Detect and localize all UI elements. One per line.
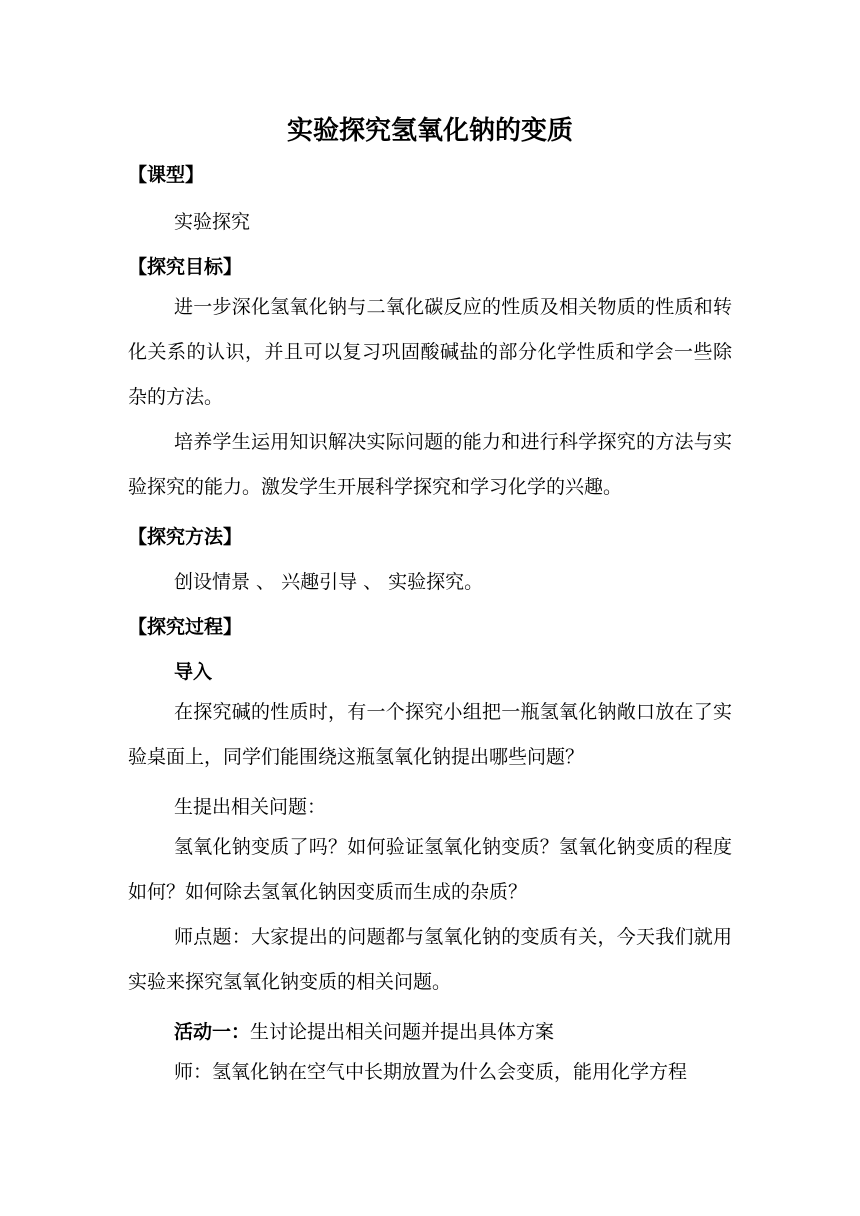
heading-methods: 【探究方法】 [128,526,243,548]
process-paragraph-3: 氢氧化钠变质了吗？如何验证氢氧化钠变质？氢氧化钠变质的程度如何？如何除去氢氧化钠因变质而生成的杂质？ [128,836,732,903]
heading-lesson-type: 【课型】 [128,164,205,186]
intro-label: 导入 [174,661,213,683]
goals-paragraph-2: 培养学生运用知识解决实际问题的能力和进行科学探究的方法与实验探究的能力。激发学生开展科学探究和学习化学的兴趣。 [128,431,732,498]
activity-text: 生讨论提出相关问题并提出具体方案 [250,1021,555,1043]
heading-goals: 【探究目标】 [128,256,243,278]
process-paragraph-4: 师点题：大家提出的问题都与氢氧化钠的变质有关，今天我们就用实验来探究氢氧化钠变质的相关问题。 [128,926,732,993]
activity-line [174,1017,554,1044]
activity-label: 活动一： [174,1021,251,1043]
process-paragraph-1: 在探究碱的性质时，有一个探究小组把一瓶氢氧化钠敞口放在了实验桌面上，同学们能围绕这瓶氢氧化钠提出哪些问题？ [128,701,732,768]
heading-process: 【探究过程】 [128,616,243,638]
methods-text: 创设情景 、 兴趣引导 、 实验探究。 [174,571,484,593]
process-paragraph-5: 师：氢氧化钠在空气中长期放置为什么会变质，能用化学方程 [174,1061,688,1083]
process-paragraph-2: 生提出相关问题： [174,796,327,818]
lesson-type-text: 实验探究 [174,211,251,233]
document-title: 实验探究氢氧化钠的变质 [286,116,573,146]
goals-paragraph-1: 进一步深化氢氧化钠与二氧化碳反应的性质及相关物质的性质和转化关系的认识，并且可以复习巩固酸碱盐的部分化学性质和学会一些除杂的方法。 [128,296,732,408]
